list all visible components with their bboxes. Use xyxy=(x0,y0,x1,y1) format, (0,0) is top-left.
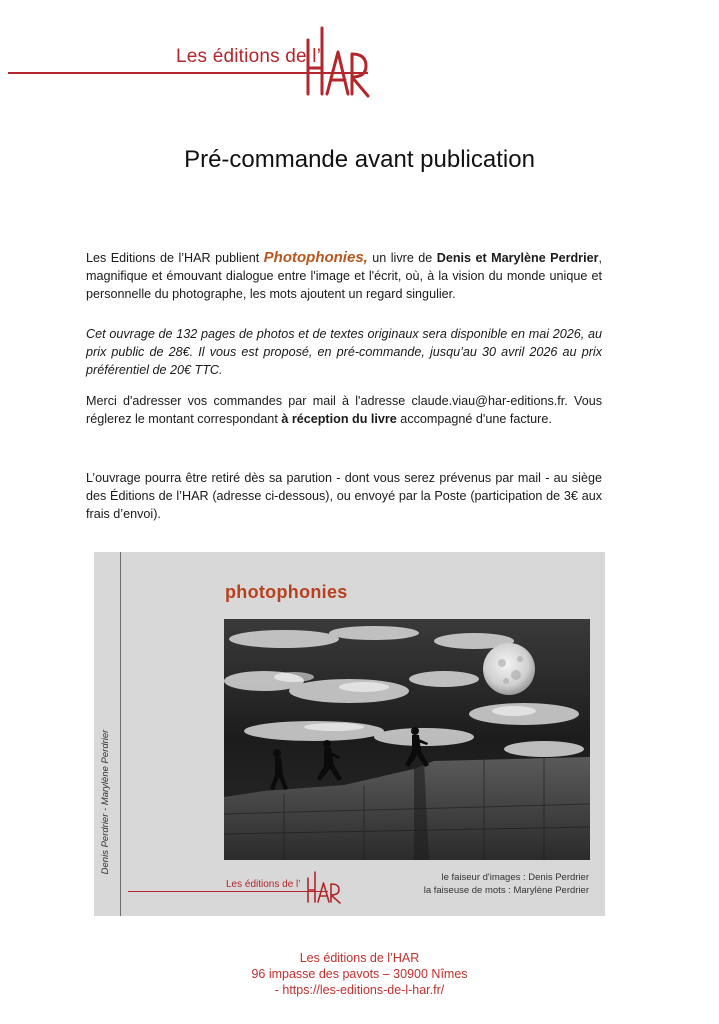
order-text-bold: à réception du livre xyxy=(281,412,397,426)
intro-text-c: , magnifique et émouvant dialogue entre l'image et l'écrit, où, à la vision du monde unique et personnelle du photographe, les mots ajoutent un regard singulier. xyxy=(86,251,602,301)
book-title-inline: Photophonies, xyxy=(263,249,368,266)
footer-address: 96 impasse des pavots – 30900 Nîmes xyxy=(251,967,468,981)
intro-text-a: Les Editions de l’HAR publient xyxy=(86,251,264,265)
spine-divider xyxy=(120,552,121,916)
cover-photo xyxy=(224,619,590,860)
intro-text-b: un livre de xyxy=(367,251,437,265)
logo-text: Les éditions de l’ xyxy=(176,46,322,67)
order-text-a: Merci d'adresser vos commandes par mail à l'adresse claude.viau@har-editions.fr. Vous réglerez le montant correspondant xyxy=(86,394,602,426)
book-cover xyxy=(94,552,605,916)
order-text-b: accompagné d'une facture. xyxy=(396,412,552,426)
cover-credit-writer: la faiseuse de mots : Marylène Perdrier xyxy=(423,885,589,896)
cover-title: photophonies xyxy=(225,582,348,602)
authors-name: Denis et Marylène Perdrier xyxy=(436,251,599,265)
cover-har-logo-mark xyxy=(304,870,342,904)
footer-website-link[interactable]: - https://les-editions-de-l-har.fr/ xyxy=(274,983,445,997)
page-title: Pré-commande avant publication xyxy=(184,146,535,173)
intro-paragraph xyxy=(86,249,602,303)
cover-credit-photographer: le faiseur d'images : Denis Perdrier xyxy=(441,872,589,883)
order-paragraph xyxy=(86,392,602,428)
har-logo-mark xyxy=(300,22,372,98)
cover-logo-rule xyxy=(128,891,328,892)
pickup-paragraph: L’ouvrage pourra être retiré dès sa parution - dont vous serez prévenus par mail - au siège des Éditions de l’HAR (adresse ci-dessous), ou envoyé par la Poste (participation de 3€ aux frais d’envoi). xyxy=(86,471,602,521)
cover-logo-text: Les éditions de l’ xyxy=(226,879,301,890)
spine-authors-text: Denis Perdrier - Marylène Perdrier xyxy=(100,729,111,875)
availability-paragraph: Cet ouvrage de 132 pages de photos et de textes originaux sera disponible en mai 2026, au prix public de 28€. Il vous est proposé, en pré-commande, jusqu’au 30 avril 2026 au prix préférentiel de 20€ TTC. xyxy=(86,327,602,377)
spine-authors xyxy=(100,729,116,875)
footer-publisher: Les éditions de l’HAR xyxy=(299,951,420,965)
